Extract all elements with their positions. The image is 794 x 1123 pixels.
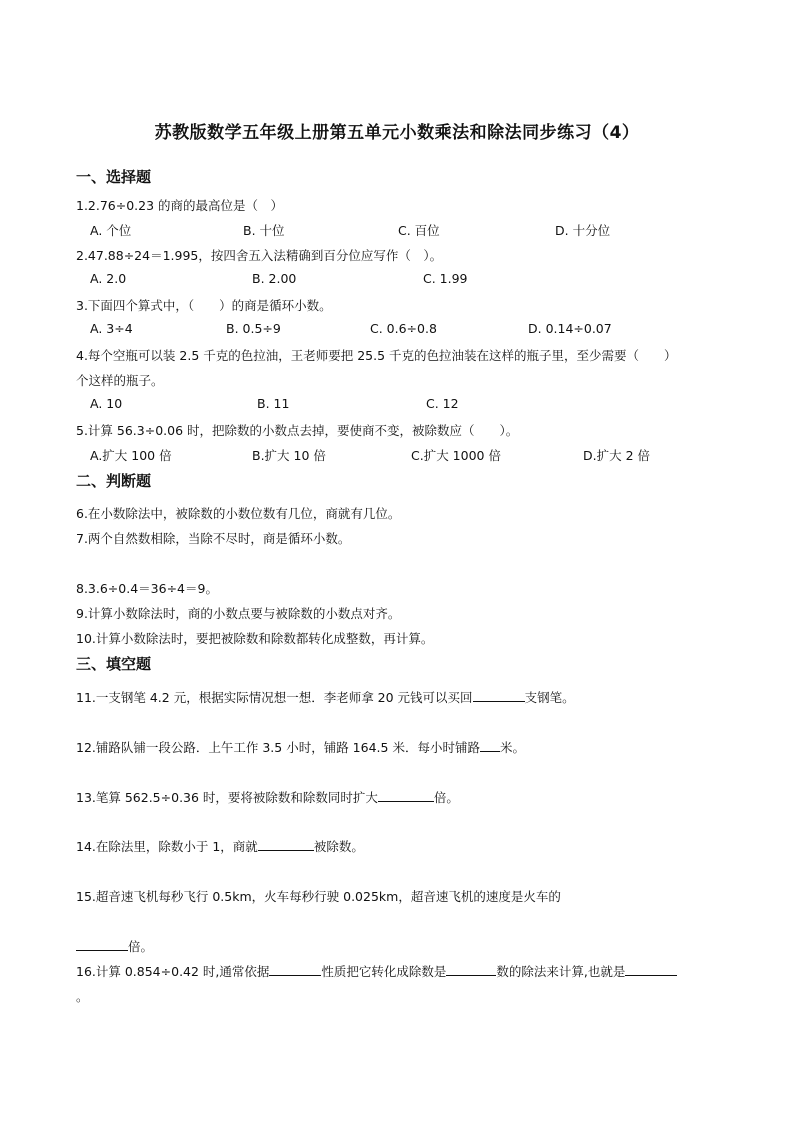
question-13 bbox=[76, 788, 459, 806]
q1-option-b: B. 十位 bbox=[243, 223, 285, 238]
question-11 bbox=[76, 688, 575, 706]
question-8: 8.3.6÷0.4＝36÷4＝9。 bbox=[76, 581, 218, 596]
q2-option-a: A. 2.0 bbox=[90, 271, 127, 286]
question-6: 6.在小数除法中，被除数的小数位数有几位，商就有几位。 bbox=[76, 506, 401, 521]
question-14 bbox=[76, 837, 364, 855]
question-15: 15.超音速飞机每秒飞行 0.5km，火车每秒行驶 0.025km，超音速飞机的速度是火车的 bbox=[76, 889, 561, 904]
question-12-text: 12.铺路队铺一段公路．上午工作 3.5 小时，铺路 164.5 米．每小时铺路 bbox=[76, 740, 480, 755]
question-16-mid-1: 性质把它转化成除数是 bbox=[321, 964, 447, 979]
question-12 bbox=[76, 738, 525, 756]
question-3: 3.下面四个算式中，（ ）的商是循环小数。 bbox=[76, 298, 332, 313]
question-11-suffix: 支钢笔。 bbox=[524, 690, 575, 705]
q5-option-b: B.扩大 10 倍 bbox=[252, 448, 326, 463]
question-13-suffix: 倍。 bbox=[433, 790, 459, 805]
answer-blank[interactable] bbox=[258, 838, 314, 851]
q5-option-d: D.扩大 2 倍 bbox=[583, 448, 650, 463]
question-2: 2.47.88÷24＝1.995，按四舍五入法精确到百分位应写作（ ）。 bbox=[76, 248, 443, 263]
question-1: 1.2.76÷0.23 的商的最高位是（ ） bbox=[76, 198, 284, 213]
q3-option-b: B. 0.5÷9 bbox=[226, 321, 281, 336]
q4-option-c: C. 12 bbox=[426, 396, 459, 411]
q1-option-c: C. 百位 bbox=[398, 223, 440, 238]
answer-blank[interactable] bbox=[625, 963, 677, 976]
question-4-line-1: 4.每个空瓶可以装 2.5 千克的色拉油，王老师要把 25.5 千克的色拉油装在这样的瓶子里，至少需要（ ） bbox=[76, 348, 677, 363]
answer-blank[interactable] bbox=[378, 789, 434, 802]
question-4-line-2: 个这样的瓶子。 bbox=[76, 373, 164, 388]
section-heading-choice: 一、选择题 bbox=[76, 168, 152, 186]
q5-option-c: C.扩大 1000 倍 bbox=[411, 448, 501, 463]
answer-blank[interactable] bbox=[446, 963, 496, 976]
page-title: 苏教版数学五年级上册第五单元小数乘法和除法同步练习（4） bbox=[154, 123, 640, 143]
answer-blank[interactable] bbox=[269, 963, 321, 976]
section-heading-fill: 三、填空题 bbox=[76, 655, 152, 673]
answer-blank[interactable] bbox=[473, 689, 525, 702]
q3-option-a: A. 3÷4 bbox=[90, 321, 133, 336]
q1-option-d: D. 十分位 bbox=[555, 223, 611, 238]
answer-blank[interactable] bbox=[76, 938, 128, 951]
answer-blank[interactable] bbox=[480, 739, 500, 752]
q5-option-a: A.扩大 100 倍 bbox=[90, 448, 172, 463]
question-14-suffix: 被除数。 bbox=[313, 839, 364, 854]
question-9: 9.计算小数除法时，商的小数点要与被除数的小数点对齐。 bbox=[76, 606, 401, 621]
question-11-text: 11.一支钢笔 4.2 元，根据实际情况想一想．李老师拿 20 元钱可以买回 bbox=[76, 690, 473, 705]
q4-option-a: A. 10 bbox=[90, 396, 123, 411]
question-14-text: 14.在除法里，除数小于 1，商就 bbox=[76, 839, 258, 854]
section-heading-judge: 二、判断题 bbox=[76, 472, 152, 490]
q1-option-a: A. 个位 bbox=[90, 223, 132, 238]
q4-option-b: B. 11 bbox=[257, 396, 290, 411]
question-13-text: 13.笔算 562.5÷0.36 时，要将被除数和除数同时扩大 bbox=[76, 790, 378, 805]
question-16-end: 。 bbox=[76, 989, 89, 1004]
question-16-text: 16.计算 0.854÷0.42 时,通常依据 bbox=[76, 964, 270, 979]
question-16 bbox=[76, 962, 677, 980]
question-10: 10.计算小数除法时，要把被除数和除数都转化成整数，再计算。 bbox=[76, 631, 434, 646]
question-12-suffix: 米。 bbox=[499, 740, 525, 755]
q2-option-c: C. 1.99 bbox=[423, 271, 468, 286]
q2-option-b: B. 2.00 bbox=[252, 271, 297, 286]
q3-option-c: C. 0.6÷0.8 bbox=[370, 321, 437, 336]
question-15-line-2 bbox=[76, 937, 153, 955]
question-16-mid-2: 数的除法来计算,也就是 bbox=[496, 964, 626, 979]
q3-option-d: D. 0.14÷0.07 bbox=[528, 321, 612, 336]
question-5: 5.计算 56.3÷0.06 时，把除数的小数点去掉，要使商不变，被除数应（ ）。 bbox=[76, 423, 519, 438]
question-7: 7.两个自然数相除，当除不尽时，商是循环小数。 bbox=[76, 531, 351, 546]
question-15-suffix: 倍。 bbox=[128, 939, 154, 954]
